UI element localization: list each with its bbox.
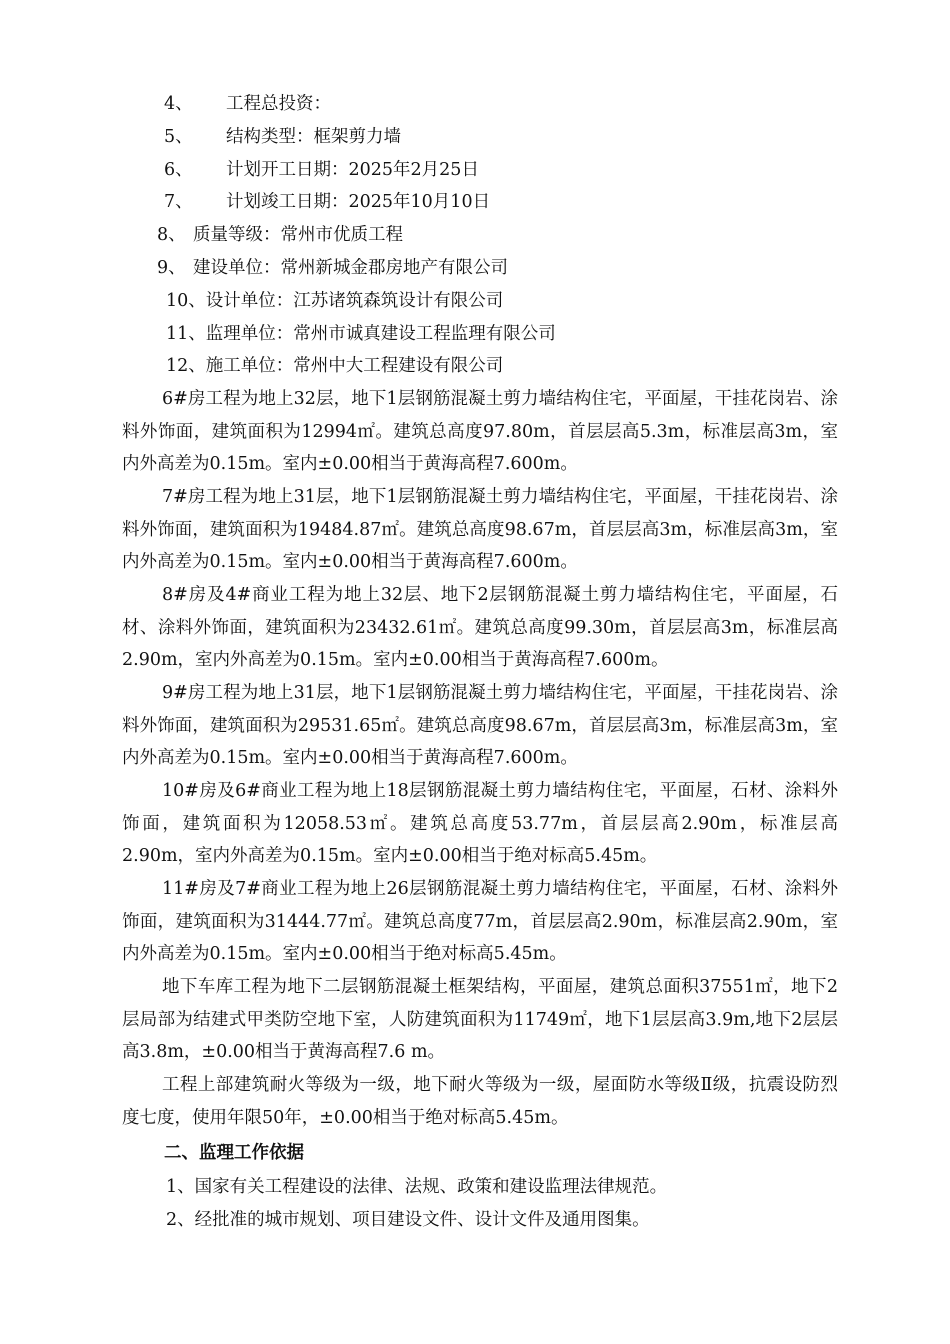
paragraph-building-6: 6#房工程为地上32层，地下1层钢筋混凝土剪力墙结构住宅，平面屋，干挂花岗岩、涂料外饰面，建筑面积为12994㎡。建筑总高度97.80m，首层层高5.3m，标准层高3m，室内外高差为0.15m。室内±0.00相当于黄海高程7.600m。 (122, 389, 838, 475)
item-text: 施工单位：常州中大工程建设有限公司 (205, 356, 504, 376)
paragraph-garage: 地下车库工程为地下二层钢筋混凝土框架结构，平面屋，建筑总面积37551㎡，地下2层局部为结建式甲类防空地下室，人防建筑面积为11749㎡，地下1层层高3.9m,地下2层层高3.8m，±0.00相当于黄海高程7.6 m。 (122, 977, 838, 1063)
item-text: 计划开工日期：2025年2月25日 (226, 160, 479, 180)
info-item-11 (166, 322, 556, 346)
info-item-10 (166, 289, 503, 313)
basis-item-2: 2、经批准的城市规划、项目建设文件、设计文件及通用图集。 (166, 1210, 650, 1230)
item-number: 12、 (166, 356, 206, 376)
paragraph-building-8: 8#房及4#商业工程为地上32层、地下2层钢筋混凝土剪力墙结构住宅，平面屋，石材、涂料外饰面，建筑面积为23432.61㎡。建筑总高度99.30m，首层层高3m，标准层高2.90m，室内外高差为0.15m。室内±0.00相当于黄海高程7.600m。 (122, 585, 838, 671)
info-item-5 (164, 125, 401, 149)
info-item-8 (157, 223, 403, 247)
info-item-6 (164, 158, 479, 182)
item-text: 监理单位：常州市诚真建设工程监理有限公司 (205, 324, 556, 344)
item-text: 设计单位：江苏诸筑森筑设计有限公司 (205, 291, 504, 311)
item-number: 7、 (164, 192, 193, 212)
item-number: 9、 (157, 258, 186, 278)
item-number: 8、 (157, 225, 186, 245)
item-text: 计划竣工日期：2025年10月10日 (226, 192, 491, 212)
paragraph-building-9: 9#房工程为地上31层，地下1层钢筋混凝土剪力墙结构住宅，平面屋，干挂花岗岩、涂料外饰面，建筑面积为29531.65㎡。建筑总高度98.67m，首层层高3m，标准层高3m，室内外高差为0.15m。室内±0.00相当于黄海高程7.600m。 (122, 683, 838, 769)
paragraph-building-10: 10#房及6#商业工程为地上18层钢筋混凝土剪力墙结构住宅，平面屋，石材、涂料外饰面，建筑面积为12058.53㎡。建筑总高度53.77m，首层层高2.90m，标准层高2.90m，室内外高差为0.15m。室内±0.00相当于绝对标高5.45m。 (122, 781, 838, 867)
info-item-12 (166, 354, 503, 378)
paragraph-fire-rating: 工程上部建筑耐火等级为一级，地下耐火等级为一级，屋面防水等级Ⅱ级，抗震设防烈度七度，使用年限50年，±0.00相当于绝对标高5.45m。 (122, 1075, 838, 1128)
section-heading: 二、监理工作依据 (164, 1143, 304, 1163)
item-number: 11、 (166, 324, 206, 344)
basis-item-1: 1、国家有关工程建设的法律、法规、政策和建设监理法律规范。 (166, 1177, 668, 1197)
paragraph-building-7: 7#房工程为地上31层，地下1层钢筋混凝土剪力墙结构住宅，平面屋，干挂花岗岩、涂料外饰面，建筑面积为19484.87㎡。建筑总高度98.67m，首层层高3m，标准层高3m，室内外高差为0.15m。室内±0.00相当于黄海高程7.600m。 (122, 487, 838, 573)
info-item-7 (164, 190, 490, 214)
item-text: 工程总投资： (226, 94, 331, 114)
item-text: 质量等级：常州市优质工程 (193, 225, 403, 245)
item-number: 6、 (164, 160, 193, 180)
item-number: 4、 (164, 94, 193, 114)
item-number: 10、 (166, 291, 206, 311)
info-item-9 (157, 256, 508, 280)
item-text: 结构类型：框架剪力墙 (226, 127, 401, 147)
info-item-4 (164, 92, 331, 116)
item-number: 5、 (164, 127, 193, 147)
item-text: 建设单位：常州新城金郡房地产有限公司 (193, 258, 508, 278)
paragraph-building-11: 11#房及7#商业工程为地上26层钢筋混凝土剪力墙结构住宅，平面屋，石材、涂料外饰面，建筑面积为31444.77㎡。建筑总高度77m，首层层高2.90m，标准层高2.90m，室内外高差为0.15m。室内±0.00相当于绝对标高5.45m。 (122, 879, 838, 965)
